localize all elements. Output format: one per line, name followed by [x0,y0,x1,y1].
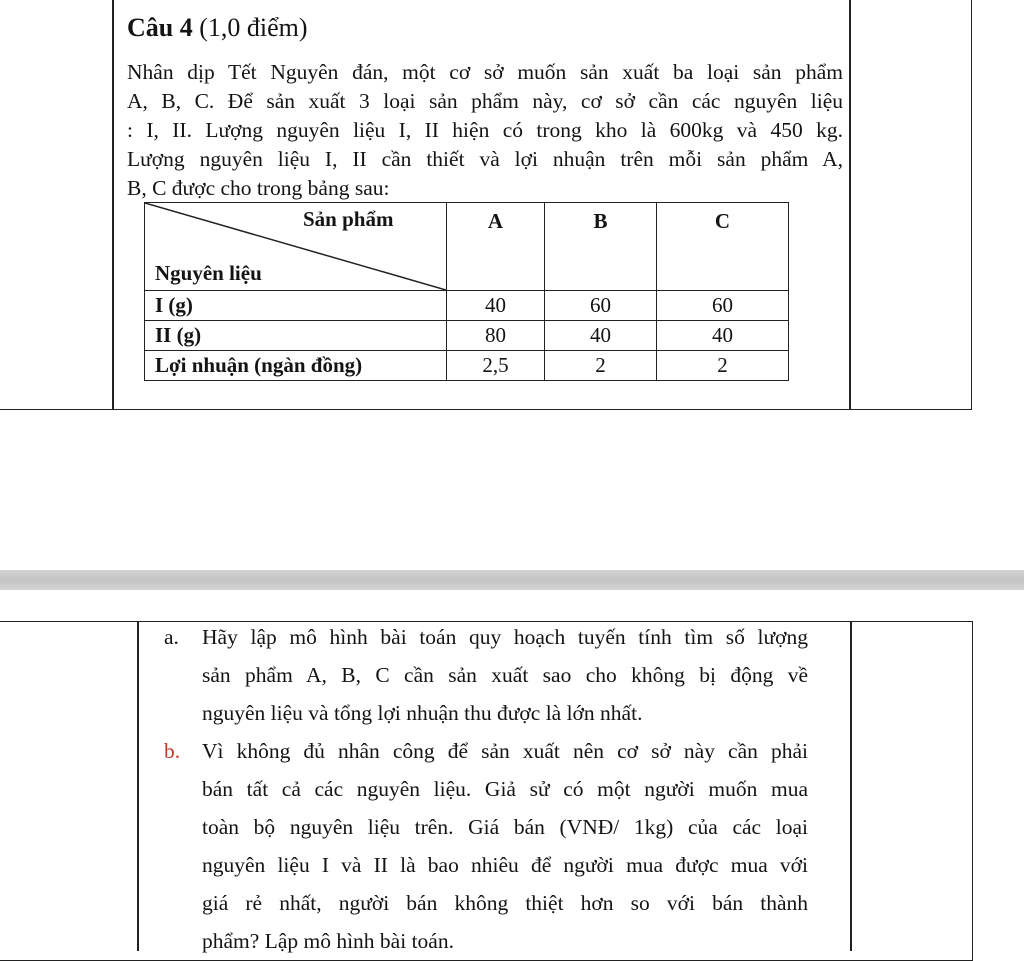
row-label: Lợi nhuận (ngàn đồng) [145,351,447,381]
product-header-c: C [657,203,789,291]
text-line: nguyên liệu và tổng lợi nhuận thu được là lớn nhất. [202,701,643,725]
intro-line: Lượng nguyên liệu I, II cần thiết và lợi nhuận trên mỗi sản phẩm A, [127,147,843,171]
text-line: phẩm? Lập mô hình bài toán. [202,929,454,953]
header-products-label: Sản phẩm [303,207,394,231]
row-label: I (g) [145,291,447,321]
table-header-row [145,203,789,291]
materials-table [144,202,789,381]
margin-line-right [849,0,851,410]
table-row [145,291,789,321]
intro-line: B, C được cho trong bảng sau: [127,176,390,200]
table-cell: 60 [657,291,789,321]
diagonal-header-cell [145,203,447,291]
text-line: Hãy lập mô hình bài toán quy hoạch tuyến tính tìm số lượng [202,625,808,649]
document-page-bottom [0,590,1024,951]
row-label: II (g) [145,321,447,351]
part-a-text [202,618,808,732]
margin-line-right [850,621,852,951]
text-line: toàn bộ nguyên liệu trên. Giá bán (VNĐ/ 1kg) của các loại [202,815,808,839]
table-cell: 2 [657,351,789,381]
part-marker: a. [164,625,179,649]
product-header-b: B [545,203,657,291]
table-row [145,351,789,381]
intro-line: Nhân dịp Tết Nguyên đán, một cơ sở muốn sản xuất ba loại sản phẩm [127,60,843,84]
question-points: (1,0 điểm) [199,13,308,42]
question-title [127,12,308,44]
page-separator [0,570,1024,590]
table-row [145,321,789,351]
text-line: nguyên liệu I và II là bao nhiêu để người mua được mua với [202,853,808,877]
intro-line: A, B, C. Để sản xuất 3 loại sản phẩm này, cơ sở cần các nguyên liệu [127,89,843,113]
intro-line: : I, II. Lượng nguyên liệu I, II hiện có trong kho là 600kg và 450 kg. [127,118,843,142]
question-number: Câu 4 [127,13,193,42]
table-cell: 80 [447,321,545,351]
text-line: bán tất cả các nguyên liệu. Giả sử có một người muốn mua [202,777,808,801]
table-cell: 60 [545,291,657,321]
part-marker: b. [164,739,181,763]
header-materials-label: Nguyên liệu [155,261,262,285]
table-cell: 2,5 [447,351,545,381]
text-line: Vì không đủ nhân công để sản xuất nên cơ sở này cần phải [202,739,808,763]
text-line: sản phẩm A, B, C cần sản xuất sao cho không bị động về [202,663,808,687]
table-cell: 40 [657,321,789,351]
text-line: giá rẻ nhất, người bán không thiệt hơn so với bán thành [202,891,808,915]
margin-line-left [112,0,114,410]
product-header-a: A [447,203,545,291]
question-intro [127,58,843,203]
table-cell: 40 [447,291,545,321]
margin-line-left [137,621,139,951]
table-cell: 2 [545,351,657,381]
table-cell: 40 [545,321,657,351]
part-b-text [202,732,808,960]
